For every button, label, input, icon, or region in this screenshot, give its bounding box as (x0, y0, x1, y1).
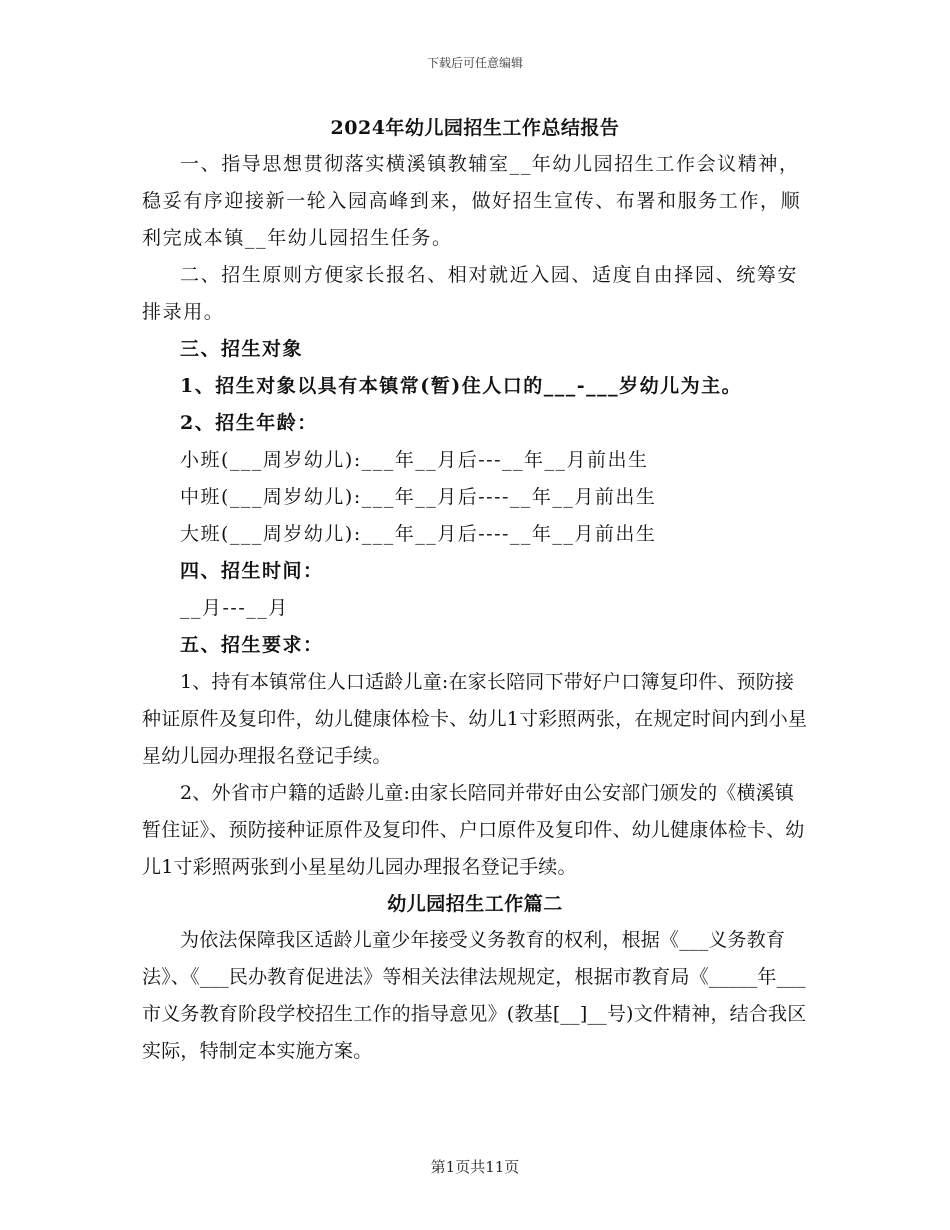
section-title-part-two: 幼儿园招生工作篇二 (387, 893, 563, 915)
document-body (142, 110, 808, 1070)
paragraph-requirement-local: 1、持有本镇常住人口适龄儿童:在家长陪同下带好户口簿复印件、预防接种证原件及复印件，幼儿健康体检卡、幼儿1寸彩照两张，在规定时间内到小星星幼儿园办理报名登记手续。 (142, 671, 808, 767)
line-enrollment-age: 2、招生年龄： (180, 412, 318, 434)
line-big-class: 大班(___周岁幼儿):___年__月后----__年__月前出生 (180, 523, 657, 545)
paragraph-enrollment-principle: 二、招生原则方便家长报名、相对就近入园、适度自由择园、统筹安排录用。 (142, 264, 799, 323)
paragraph-requirement-nonlocal: 2、外省市户籍的适龄儿童:由家长陪同并带好由公安部门颁发的《横溪镇暂住证》、预防接种证原件及复印件、户口原件及复印件、幼儿健康体检卡、幼儿1寸彩照两张到小星星幼儿园办理报名登记手续。 (142, 782, 805, 878)
paragraph-guiding-ideology: 一、指导思想贯彻落实横溪镇教辅室__年幼儿园招生工作会议精神，稳妥有序迎接新一轮入园高峰到来，做好招生宣传、布署和服务工作，顺利完成本镇__年幼儿园招生任务。 (142, 153, 802, 249)
line-enrollment-time: __月---__月 (180, 597, 289, 619)
line-middle-class: 中班(___周岁幼儿):___年__月后----__年__月前出生 (180, 486, 657, 508)
page-number: 第1页共11页 (430, 1158, 520, 1176)
paragraph-part-two-intro: 为依法保障我区适龄儿童少年接受义务教育的权利，根据《___义务教育法》、《___民办教育促进法》等相关法律法规规定，根据市教育局《_____年___市义务教育阶段学校招生工作的指导意见》(教基[__]__号)文件精神，结合我区实际，特制定本实施方案。 (142, 929, 807, 1062)
line-enrollment-target: 1、招生对象以具有本镇常(暂)住人口的___-___岁幼儿为主。 (180, 375, 743, 397)
section-heading-enrollment-time: 四、招生时间： (180, 560, 324, 582)
line-small-class: 小班(___周岁幼儿):___年__月后---__年__月前出生 (180, 449, 649, 471)
header-note: 下载后可任意编辑 (426, 56, 523, 70)
section-heading-enrollment-requirements: 五、招生要求： (180, 634, 324, 656)
document-title: 2024年幼儿园招生工作总结报告 (330, 117, 620, 139)
section-heading-enrollment-target: 三、招生对象 (180, 338, 304, 360)
